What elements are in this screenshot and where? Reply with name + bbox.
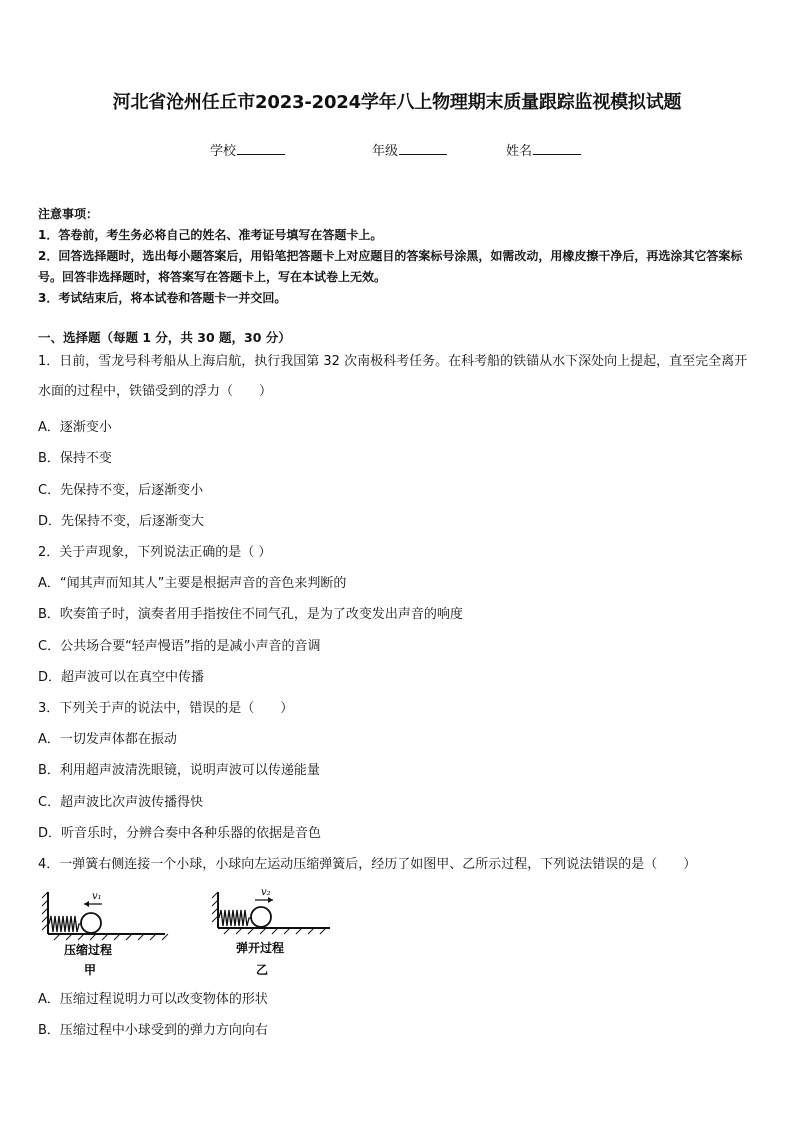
page-title: 河北省沧州任丘市2023-2024学年八上物理期末质量跟踪监视模拟试题 [112, 92, 682, 113]
option[interactable]: B．利用超声波清洗眼镜，说明声波可以传递能量 [38, 763, 320, 778]
school-label: 学校 [210, 144, 237, 159]
name-blank[interactable] [533, 142, 581, 155]
option[interactable]: C．先保持不变，后逐渐变小 [38, 483, 204, 498]
option[interactable]: A．“闻其声而知其人”主要是根据声音的音色来判断的 [38, 576, 347, 591]
option[interactable]: B．保持不变 [38, 451, 112, 466]
spring-ball-figure [40, 884, 340, 980]
grade-blank[interactable] [399, 142, 447, 155]
option[interactable]: C．超声波比次声波传播得快 [38, 795, 204, 810]
option[interactable]: A．一切发声体都在振动 [38, 732, 177, 747]
question-stem: 1．日前，雪龙号科考船从上海启航，执行我国第 32 次南极科考任务。在科考船的铁锚从水下深处向上提起，直至完全离开水面的过程中，铁锚受到的浮力（ ） [38, 354, 748, 399]
caption: 压缩过程 [64, 943, 113, 957]
option[interactable]: A．逐渐变小 [38, 420, 112, 435]
option[interactable]: A．压缩过程说明力可以改变物体的形状 [38, 992, 268, 1007]
option[interactable]: B．吹奏笛子时，演奏者用手指按住不同气孔，是为了改变发出声音的响度 [38, 607, 463, 622]
notes-item: 1．答卷前，考生务必将自己的姓名、准考证号填写在答题卡上。 [38, 228, 383, 242]
option[interactable]: D．超声波可以在真空中传播 [38, 670, 205, 685]
ball [81, 913, 101, 933]
notes-item: 2．回答选择题时，选出每小题答案后，用铅笔把答题卡上对应题目的答案标号涂黑，如需改动，用橡皮擦干净后，再选涂其它答案标号。回答非选择题时，将答案写在答题卡上，写在本试卷上无效。 [38, 249, 743, 284]
caption-label: 甲 [84, 963, 97, 977]
name-label: 姓名 [506, 144, 533, 159]
velocity-label: v₁ [92, 891, 102, 902]
notes-heading: 注意事项： [38, 207, 99, 221]
school-field[interactable] [210, 140, 285, 159]
spring-coil [49, 916, 82, 932]
figure-release [212, 887, 330, 977]
question-stem: 3．下列关于声的说法中，错误的是（ ） [38, 701, 294, 716]
figure-compress [42, 891, 168, 977]
notes-item: 3．考试结束后，将本试卷和答题卡一并交回。 [38, 291, 287, 305]
option[interactable]: B．压缩过程中小球受到的弹力方向向右 [38, 1023, 268, 1038]
grade-label: 年级 [372, 144, 399, 159]
notes-block [38, 204, 758, 309]
question-stem: 2．关于声现象，下列说法正确的是（ ） [38, 545, 272, 560]
ball [251, 907, 271, 927]
spring-coil [219, 910, 251, 926]
caption: 弹开过程 [236, 941, 285, 955]
option[interactable]: D．先保持不变，后逐渐变大 [38, 514, 205, 529]
section-heading: 一、选择题（每题 1 分，共 30 题，30 分） [38, 330, 291, 345]
option[interactable]: D．听音乐时，分辨合奏中各种乐器的依据是音色 [38, 826, 322, 841]
caption-label: 乙 [256, 963, 269, 977]
grade-field[interactable] [372, 140, 447, 159]
school-blank[interactable] [237, 142, 285, 155]
name-field[interactable] [506, 140, 581, 159]
question-stem: 4．一弹簧右侧连接一个小球，小球向左运动压缩弹簧后，经历了如图甲、乙所示过程，下列说法错误的是（ ） [38, 857, 697, 872]
option[interactable]: C．公共场合要“轻声慢语”指的是减小声音的音调 [38, 639, 321, 654]
arrow-head [84, 901, 89, 907]
velocity-label: v₂ [261, 887, 271, 898]
